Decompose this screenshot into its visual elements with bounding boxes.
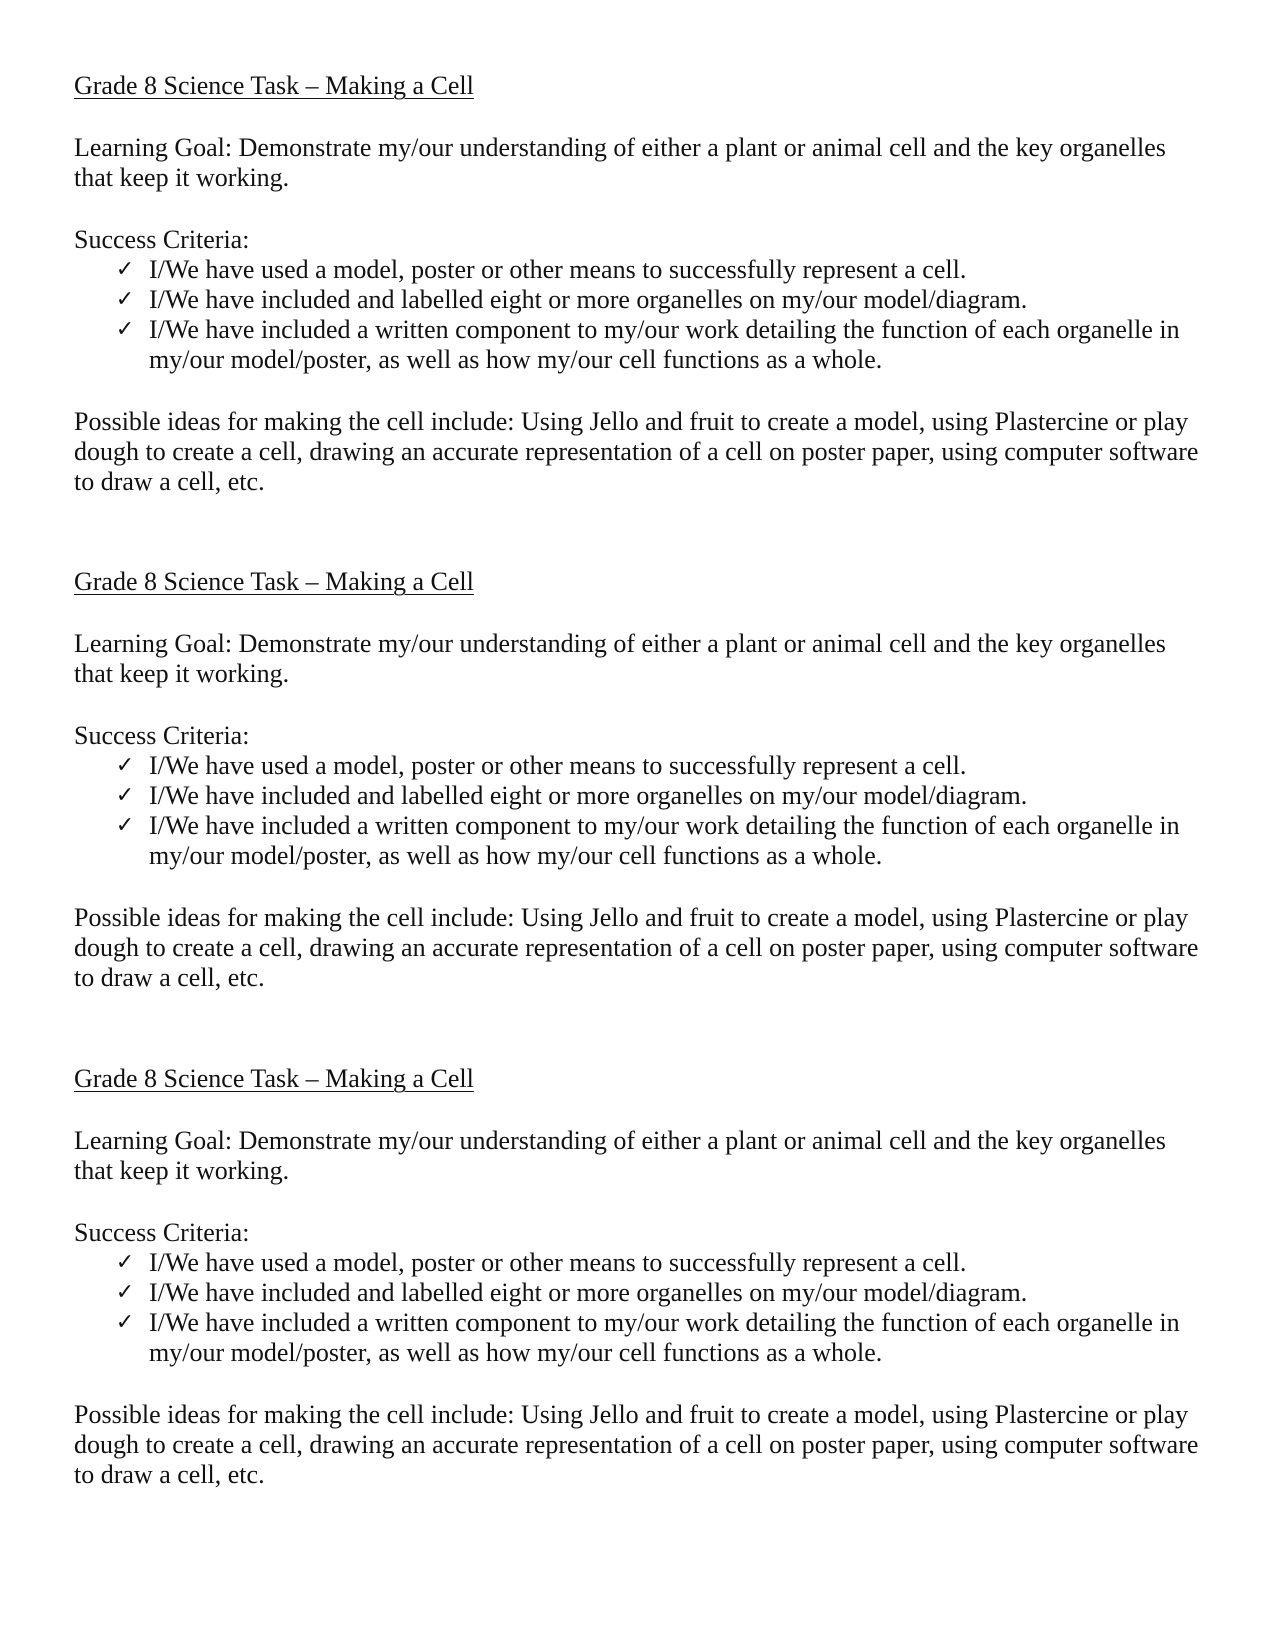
learning-goal: Learning Goal: Demonstrate my/our understanding of either a plant or animal cell and the key organelles that keep it working. [74,1126,1166,1185]
task-section-1 [74,71,1204,497]
criteria-item [74,781,1204,811]
checkmark-icon: ✓ [115,1250,135,1275]
success-criteria-label: Success Criteria: [74,721,250,750]
task-section-3 [74,1064,1204,1490]
criteria-item [74,1278,1204,1308]
checkmark-icon: ✓ [115,753,135,778]
success-criteria-list [74,1248,1204,1368]
criteria-text: I/We have used a model, poster or other means to successfully represent a cell. [149,751,967,780]
learning-goal: Learning Goal: Demonstrate my/our understanding of either a plant or animal cell and the key organelles that keep it working. [74,629,1166,688]
possible-ideas: Possible ideas for making the cell include: Using Jello and fruit to create a model, using Plastercine or play dough to create a cell, drawing an accurate representation of a cell on poster paper, using computer software to draw a cell, etc. [74,407,1199,496]
possible-ideas: Possible ideas for making the cell include: Using Jello and fruit to create a model, using Plastercine or play dough to create a cell, drawing an accurate representation of a cell on poster paper, using computer software to draw a cell, etc. [74,903,1199,992]
checkmark-icon: ✓ [115,257,135,282]
criteria-item [74,315,1204,375]
criteria-item [74,751,1204,781]
criteria-text: I/We have included and labelled eight or more organelles on my/our model/diagram. [149,781,1028,810]
criteria-item [74,285,1204,315]
criteria-text: I/We have included and labelled eight or more organelles on my/our model/diagram. [149,285,1028,314]
checkmark-icon: ✓ [115,813,135,838]
criteria-text: I/We have included a written component to my/our work detailing the function of each organelle in my/our model/poster, as well as how my/our cell functions as a whole. [149,1308,1180,1367]
criteria-text: I/We have used a model, poster or other means to successfully represent a cell. [149,1248,967,1277]
success-criteria-list [74,751,1204,871]
checkmark-icon: ✓ [115,783,135,808]
task-title: Grade 8 Science Task – Making a Cell [74,71,474,100]
possible-ideas: Possible ideas for making the cell include: Using Jello and fruit to create a model, using Plastercine or play dough to create a cell, drawing an accurate representation of a cell on poster paper, using computer software to draw a cell, etc. [74,1400,1199,1489]
checkmark-icon: ✓ [115,287,135,312]
success-criteria-label: Success Criteria: [74,225,250,254]
criteria-item [74,1248,1204,1278]
criteria-item [74,255,1204,285]
checkmark-icon: ✓ [115,317,135,342]
criteria-item [74,1308,1204,1368]
criteria-item [74,811,1204,871]
task-title: Grade 8 Science Task – Making a Cell [74,567,474,596]
criteria-text: I/We have used a model, poster or other means to successfully represent a cell. [149,255,967,284]
task-section-2 [74,567,1204,993]
success-criteria-list [74,255,1204,375]
criteria-text: I/We have included and labelled eight or more organelles on my/our model/diagram. [149,1278,1028,1307]
checkmark-icon: ✓ [115,1280,135,1305]
criteria-text: I/We have included a written component to my/our work detailing the function of each organelle in my/our model/poster, as well as how my/our cell functions as a whole. [149,315,1180,374]
criteria-text: I/We have included a written component to my/our work detailing the function of each organelle in my/our model/poster, as well as how my/our cell functions as a whole. [149,811,1180,870]
task-title: Grade 8 Science Task – Making a Cell [74,1064,474,1093]
checkmark-icon: ✓ [115,1310,135,1335]
success-criteria-label: Success Criteria: [74,1218,250,1247]
learning-goal: Learning Goal: Demonstrate my/our understanding of either a plant or animal cell and the key organelles that keep it working. [74,133,1166,192]
